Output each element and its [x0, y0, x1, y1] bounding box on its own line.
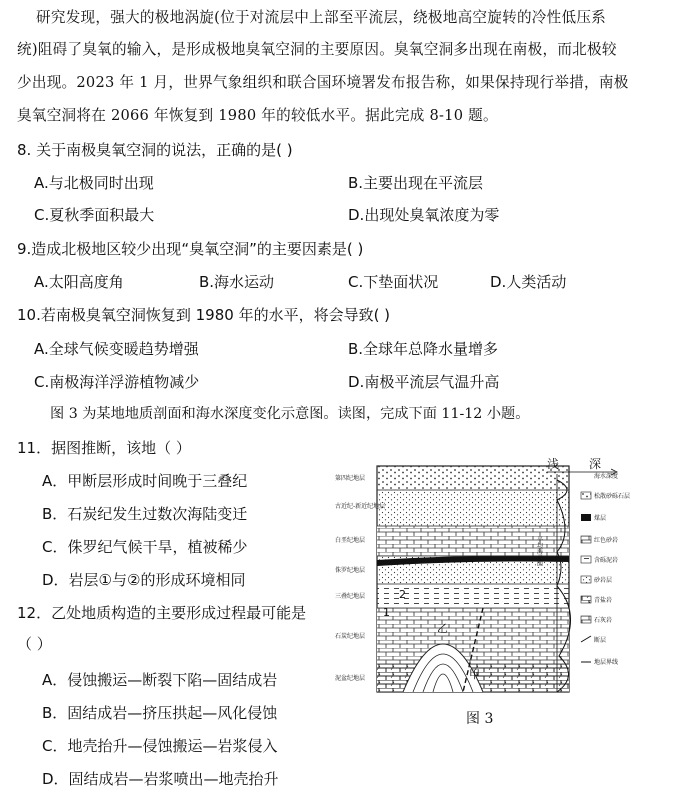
q9-option-d: D.人类活动: [490, 273, 567, 291]
legend-mudstone: 含砾泥岩: [594, 557, 619, 564]
q10-option-c: C.南极海洋浮游植物减少: [34, 373, 200, 391]
q11-option-d: D．岩层①与②的形成环境相同: [42, 571, 246, 589]
question-9-stem: 9.造成北极地区较少出现“臭氧空洞”的主要因素是( ): [17, 240, 364, 258]
mean-sea-level-label: 平均海平面: [535, 536, 543, 566]
sea-depth-label: 海水深度: [594, 473, 619, 480]
q9-option-c: C.下垫面状况: [348, 273, 439, 291]
stratum-label-cretaceous: 白垩纪地层: [335, 537, 366, 544]
section-column: [377, 466, 569, 692]
intro-line-1: 研究发现，强大的极地涡旋(位于对流层中上部至平流层，绕极地高空旋转的冷性低压系: [36, 9, 607, 26]
anticline-yi-mark: 乙: [437, 622, 448, 635]
stratum-label-jurassic: 侏罗纪地层: [335, 567, 366, 574]
legend-fault: 断层: [594, 637, 607, 644]
q12-option-a: A．侵蚀搬运—断裂下陷—固结成岩: [42, 671, 278, 689]
figure-caption: 图 3: [466, 711, 494, 727]
q10-option-a: A.全球气候变暖趋势增强: [34, 340, 199, 358]
stratum-label-quaternary: 第四纪地层: [335, 475, 366, 482]
question-11-stem: 11．据图推断，该地（ ）: [17, 439, 191, 457]
q11-option-c: C．侏罗纪气候干旱，植被稀少: [42, 538, 248, 556]
legend-salt-rock: 青盐岩: [594, 597, 613, 604]
q11-option-b: B．石炭纪发生过数次海陆变迁: [42, 505, 248, 523]
intro-line-2: 统)阻碍了臭氧的输入，是形成极地臭氧空洞的主要原因。臭氧空洞多出现在南极，而北极较: [17, 41, 617, 58]
legend-limestone: 石灰岩: [594, 617, 613, 624]
q10-option-d: D.南极平流层气温升高: [348, 373, 500, 391]
question-12-answer-bracket: （ ）: [17, 635, 52, 653]
q12-option-b: B．固结成岩—挤压拱起—风化侵蚀: [42, 704, 278, 722]
q11-option-a: A．甲断层形成时间晚于三叠纪: [42, 472, 248, 490]
question-8-stem: 8. 关于南极臭氧空洞的说法，正确的是( ): [17, 141, 293, 159]
intro-line-3: 少出现。2023 年 1 月，世界气象组织和联合国环境署发布报告称，如果保持现行举措，南极: [17, 74, 629, 91]
q9-option-a: A.太阳高度角: [34, 273, 124, 291]
rock-layer-1-mark: 1: [383, 606, 390, 619]
q9-option-b: B.海水运动: [199, 273, 275, 291]
legend-sandstone: 砂岩层: [594, 577, 613, 584]
intro-line-4: 臭氧空洞将在 2066 年恢复到 1980 年的较低水平。据此完成 8-10 题。: [17, 107, 498, 124]
rock-layer-2-mark: 2: [399, 588, 406, 601]
q12-option-c: C．地壳抬升—侵蚀搬运—岩浆侵入: [42, 737, 278, 755]
question-12-stem: 12．乙处地质构造的主要形成过程最可能是: [17, 604, 307, 622]
question-10-stem: 10.若南极臭氧空洞恢复到 1980 年的水平，将会导致( ): [17, 306, 391, 324]
depth-shallow-label: 浅: [547, 457, 560, 471]
q8-option-c: C.夏秋季面积最大: [34, 206, 155, 224]
q8-option-d: D.出现处臭氧浓度为零: [348, 206, 500, 224]
stratum-label-triassic: 三叠纪地层: [335, 593, 366, 600]
geologic-section-figure: [333, 456, 679, 704]
fault-jia-mark: 甲: [469, 668, 480, 681]
q10-option-b: B.全球年总降水量增多: [348, 340, 499, 358]
intro-figure-3: 图 3 为某地地质剖面和海水深度变化示意图。读图，完成下面 11-12 小题。: [50, 406, 530, 422]
legend-gravel: 松散砂砾石层: [594, 493, 631, 500]
q8-option-a: A.与北极同时出现: [34, 174, 154, 192]
legend-coal: 煤层: [594, 515, 607, 522]
stratum-label-devonian: 泥盆纪地层: [335, 675, 366, 682]
stratum-label-carboniferous: 石炭纪地层: [335, 633, 366, 640]
q12-option-d: D．固结成岩—岩浆喷出—地壳抬升: [42, 770, 279, 788]
stratum-label-neogene: 古近纪-新近纪地层: [335, 503, 386, 510]
legend-red-sandstone: 红色砂岩: [594, 537, 619, 544]
legend-boundary: 地层界线: [594, 659, 619, 666]
legend: [581, 492, 630, 666]
q8-option-b: B.主要出现在平流层: [348, 174, 484, 192]
depth-deep-label: 深: [589, 457, 602, 471]
